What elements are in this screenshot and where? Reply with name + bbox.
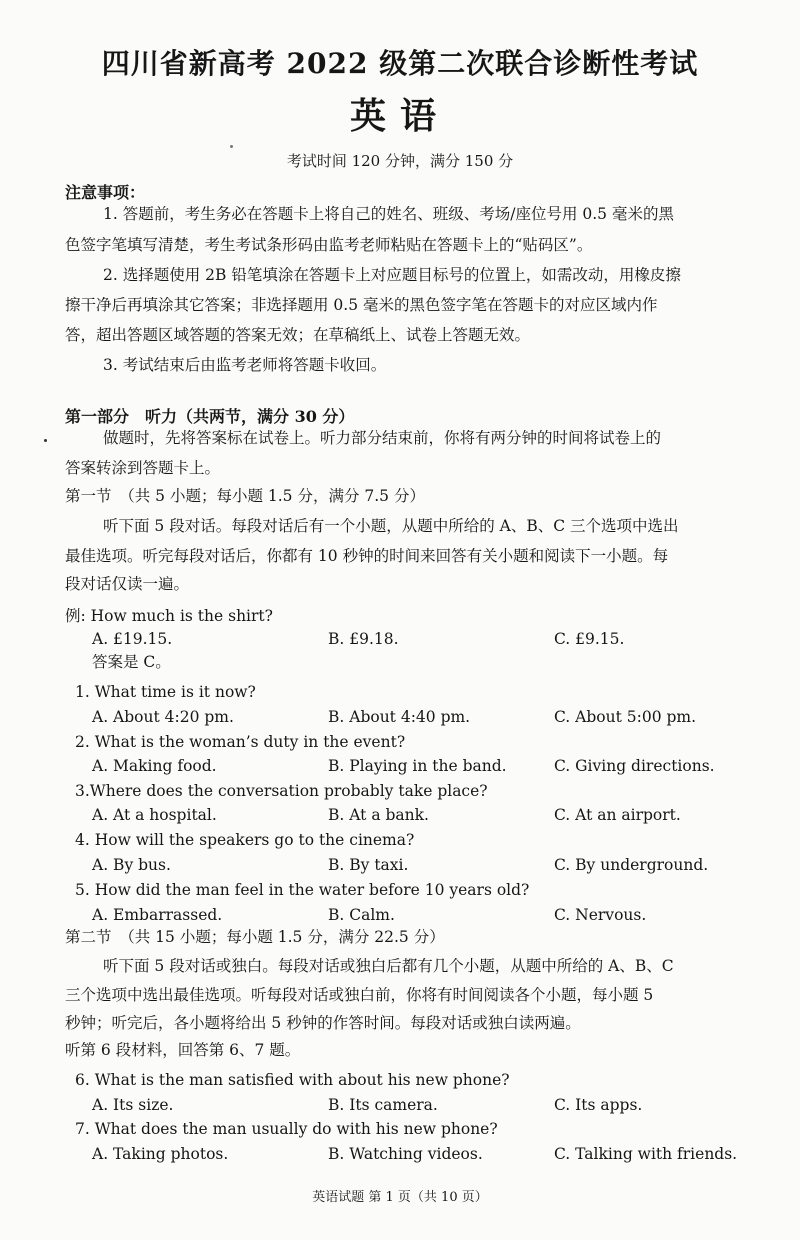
- notice-line: 答，超出答题区域答题的答案无效；在草稿纸上、试卷上答题无效。: [65, 326, 531, 344]
- notice-line: 擦干净后再填涂其它答案；非选择题用 0.5 毫米的黑色签字笔在答题卡的对应区域内作: [65, 296, 658, 314]
- option-b: B. Playing in the band.: [328, 757, 507, 775]
- exam-info: 考试时间 120 分钟，满分 150 分: [286, 152, 514, 170]
- option-b: B. Watching videos.: [328, 1145, 483, 1163]
- material-note: 听第 6 段材料，回答第 6、7 题。: [65, 1041, 301, 1059]
- option-c: C. Talking with friends.: [554, 1145, 738, 1163]
- notice-line: 3. 考试结束后由监考老师将答题卡收回。: [103, 356, 387, 374]
- scan-dot: [44, 439, 47, 442]
- part1-intro-line: 做题时，先将答案标在试卷上。听力部分结束前，你将有两分钟的时间将试卷上的: [103, 429, 662, 447]
- notice-line: 2. 选择题使用 2B 铅笔填涂在答题卡上对应题目标号的位置上，如需改动，用橡皮擦: [103, 266, 681, 284]
- section2-instruction: 秒钟；听完后，各小题将给出 5 秒钟的作答时间。每段对话或独白读两遍。: [65, 1014, 581, 1032]
- question-4: 4. How will the speakers go to the cinema?: [75, 831, 415, 849]
- option-c: C. Giving directions.: [554, 757, 715, 775]
- notice-heading: 注意事项：: [65, 183, 146, 202]
- option-a: A. Making food.: [92, 757, 217, 775]
- question-1: 1. What time is it now?: [75, 683, 256, 701]
- option-b: B. By taxi.: [328, 856, 409, 874]
- question-2: 2. What is the woman’s duty in the event?: [75, 733, 406, 751]
- subject-title: 英语: [349, 95, 450, 137]
- section2-heading: 第二节 （共 15 小题；每小题 1.5 分，满分 22.5 分）: [65, 928, 445, 946]
- option-c: C. At an airport.: [554, 806, 681, 824]
- section2-instruction: 三个选项中选出最佳选项。听每段对话或独白前，你将有时间阅读各个小题，每小题 5: [65, 986, 654, 1004]
- option-a: A. Embarrassed.: [92, 906, 223, 924]
- section1-instruction: 听下面 5 段对话。每段对话后有一个小题，从题中所给的 A、B、C 三个选项中选出: [103, 517, 679, 535]
- scan-speck: [230, 145, 233, 148]
- notice-line: 色签字笔填写清楚，考生考试条形码由监考老师粘贴在答题卡上的“贴码区”。: [65, 236, 593, 254]
- option-a: A. By bus.: [92, 856, 171, 874]
- option-a: A. Its size.: [92, 1096, 174, 1114]
- section1-heading: 第一节 （共 5 小题；每小题 1.5 分，满分 7.5 分）: [65, 487, 425, 505]
- section1-instruction: 段对话仅读一遍。: [65, 575, 190, 593]
- question-5: 5. How did the man feel in the water before 10 years old?: [75, 881, 530, 899]
- option-c: C. By underground.: [554, 856, 709, 874]
- option-b: B. At a bank.: [328, 806, 429, 824]
- question-7: 7. What does the man usually do with his new phone?: [75, 1120, 498, 1138]
- question-3: 3.Where does the conversation probably take place?: [75, 782, 488, 800]
- option-c: C. Its apps.: [554, 1096, 643, 1114]
- exam-title: 四川省新高考 2022 级第二次联合诊断性考试: [101, 47, 699, 80]
- part1-heading: 第一部分 听力（共两节，满分 30 分）: [65, 407, 355, 426]
- option-a: A. At a hospital.: [92, 806, 217, 824]
- option-a: A. About 4:20 pm.: [92, 708, 234, 726]
- part1-intro-line: 答案转涂到答题卡上。: [65, 459, 221, 477]
- option-c: C. Nervous.: [554, 906, 647, 924]
- notice-line: 1. 答题前，考生务必在答题卡上将自己的姓名、班级、考场/座位号用 0.5 毫米的黑: [103, 205, 674, 223]
- option-a: A. Taking photos.: [92, 1145, 229, 1163]
- option-b: B. Its camera.: [328, 1096, 438, 1114]
- option-b: B. About 4:40 pm.: [328, 708, 471, 726]
- option-c: C. About 5:00 pm.: [554, 708, 697, 726]
- example-option-b: B. £9.18.: [328, 630, 399, 648]
- example-answer: 答案是 C。: [92, 653, 171, 671]
- example-option-c: C. £9.15.: [554, 630, 625, 648]
- section2-instruction: 听下面 5 段对话或独白。每段对话或独白后都有几个小题，从题中所给的 A、B、C: [103, 957, 674, 975]
- example-question: 例: How much is the shirt?: [65, 607, 273, 625]
- question-6: 6. What is the man satisfied with about his new phone?: [75, 1071, 510, 1089]
- section1-instruction: 最佳选项。听完每段对话后，你都有 10 秒钟的时间来回答有关小题和阅读下一小题。每: [65, 547, 669, 565]
- page-footer: 英语试题 第 1 页（共 10 页）: [312, 1190, 488, 1205]
- example-option-a: A. £19.15.: [92, 630, 173, 648]
- option-b: B. Calm.: [328, 906, 395, 924]
